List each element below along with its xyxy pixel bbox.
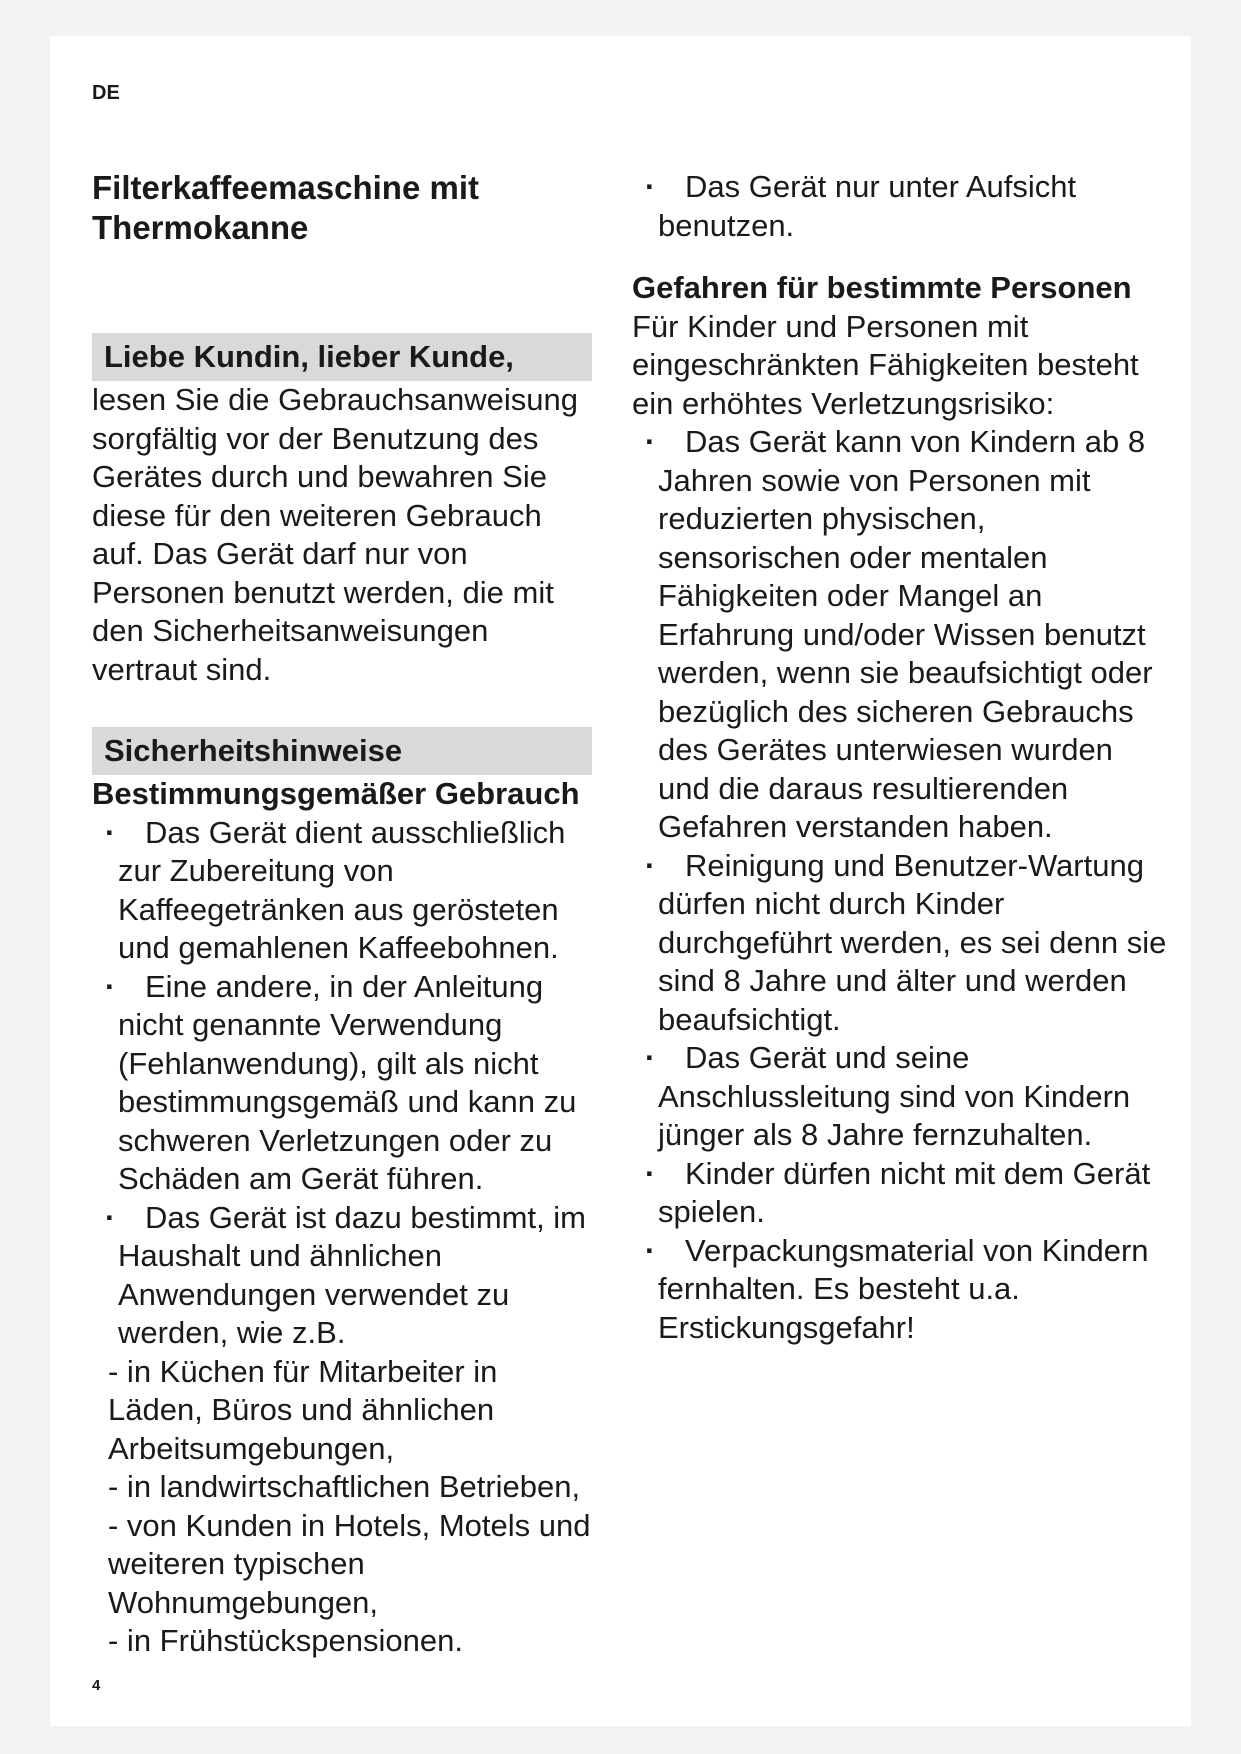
left-column: [92, 168, 592, 1661]
specific-persons-list: [632, 423, 1172, 1347]
list-item: · Kinder dürfen nicht mit dem Gerät spielen.: [645, 1155, 1151, 1229]
greeting-text: lesen Sie die Gebrauchsanweisung sorgfältig vor der Benutzung des Gerätes durch und bewahren Sie diese für den weiteren Gebrauch auf. Das Gerät darf nur von Personen benutzt werden, die mit den Sicherheitsanweisungen vertraut sind.: [92, 382, 578, 687]
intended-use-list: [92, 814, 592, 1353]
list-item: · Das Gerät dient ausschließlich zur Zubereitung von Kaffeegetränken aus gerösteten und gemahlenen Kaffeebohnen.: [105, 814, 566, 965]
greeting-heading: Liebe Kundin, lieber Kunde,: [92, 333, 592, 381]
bullet-dot: ·: [645, 169, 656, 204]
list-item: · Eine andere, in der Anleitung nicht genannte Verwendung (Fehlanwendung), gilt als nicht bestimmungsgemäß und kann zu schweren Verletzungen oder zu Schäden am Gerät führen.: [105, 968, 577, 1196]
right-column: [632, 168, 1172, 1347]
sub-list-item: - in Küchen für Mitarbeiter in Läden, Büros und ähnlichen Arbeitsumgebungen,: [108, 1353, 498, 1466]
title-line-1: Filterkaffeemaschine mit: [92, 169, 479, 206]
page-number: 4: [92, 1677, 101, 1694]
specific-persons-heading: Gefahren für bestimmte Personen: [632, 270, 1132, 305]
sub-list-item: - in landwirtschaftlichen Betrieben,: [108, 1469, 581, 1504]
bullet-dot: ·: [645, 1232, 656, 1268]
bullet-dot: ·: [105, 968, 116, 1004]
sub-list-item: - von Kunden in Hotels, Motels und weiteren typischen Wohnumgebungen,: [108, 1507, 591, 1620]
usage-locations-list: [92, 1353, 592, 1661]
bullet-dot: ·: [645, 847, 656, 883]
list-item: · Reinigung und Benutzer-Wartung dürfen nicht durch Kinder durchgeführt werden, es sei denn sie sind 8 Jahre und älter und werden beaufsichtigt.: [645, 847, 1167, 1037]
title-line-2: Thermokanne: [92, 209, 309, 246]
supervision-list: [632, 168, 1172, 245]
bullet-dot: ·: [105, 1199, 116, 1235]
bullet-dot: ·: [645, 424, 656, 459]
specific-persons-intro: Für Kinder und Personen mit eingeschränkten Fähigkeiten besteht ein erhöhtes Verletzungsrisiko:: [632, 308, 1139, 421]
sub-list-item: - in Frühstückspensionen.: [108, 1623, 463, 1658]
list-item: · Verpackungsmaterial von Kindern fernhalten. Es besteht u.a. Erstickungsgefahr!: [645, 1232, 1149, 1345]
list-item: · Das Gerät nur unter Aufsicht benutzen.: [645, 169, 1077, 243]
bullet-dot: ·: [105, 814, 116, 850]
list-item: · Das Gerät ist dazu bestimmt, im Haushalt und ähnlichen Anwendungen verwendet zu werden, wie z.B.: [105, 1199, 587, 1350]
bullet-dot: ·: [645, 1155, 656, 1191]
bullet-dot: ·: [645, 1040, 656, 1075]
list-item: · Das Gerät und seine Anschlussleitung sind von Kindern jünger als 8 Jahre fernzuhalten.: [645, 1040, 1131, 1152]
language-code: DE: [92, 82, 120, 104]
safety-heading: Sicherheitshinweise: [92, 727, 592, 775]
intended-use-heading: Bestimmungsgemäßer Gebrauch: [92, 776, 580, 811]
document-title: [92, 168, 592, 248]
list-item: · Das Gerät kann von Kindern ab 8 Jahren sowie von Personen mit reduzierten physischen, sensorischen oder mentalen Fähigkeiten oder Mangel an Erfahrung und/oder Wissen benutzt werden, wenn sie beaufsichtigt oder bezüglich des sicheren Gebrauchs des Gerätes unterwiesen wurden und die daraus resultierenden Gefahren verstanden haben.: [645, 424, 1153, 844]
